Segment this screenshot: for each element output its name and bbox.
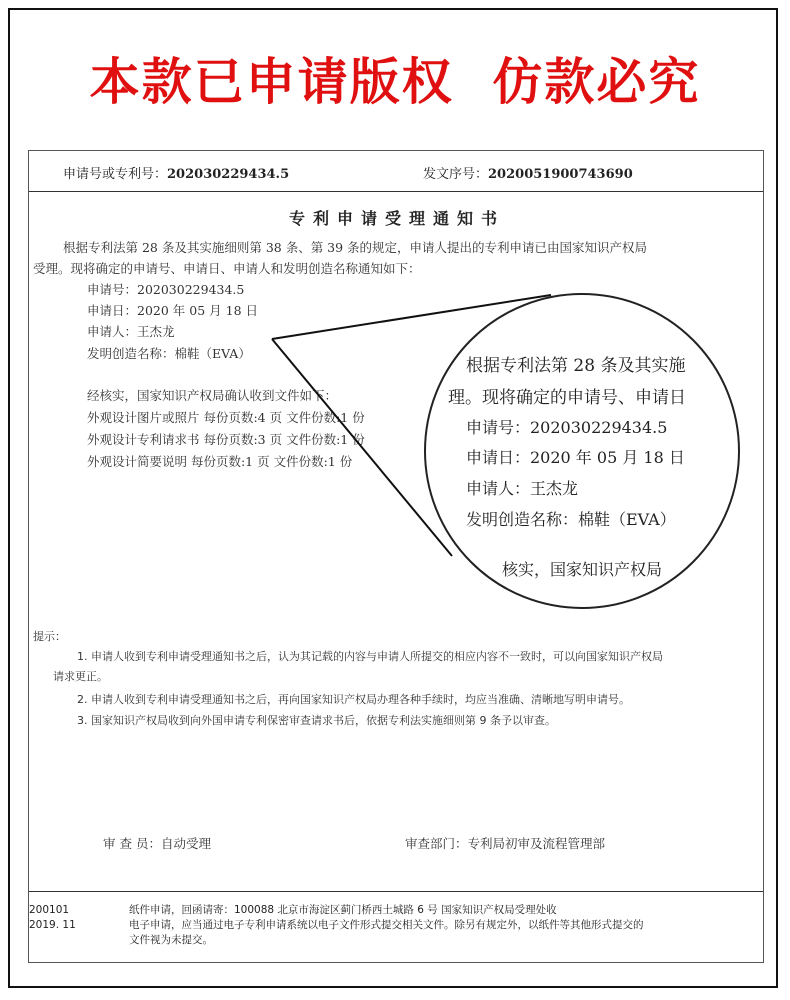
zoomed-line: 理。现将确定的申请号、申请日 bbox=[448, 388, 686, 408]
tip-1-continued: 请求更正。 bbox=[53, 670, 108, 683]
footer-line-3: 文件视为未提交。 bbox=[129, 934, 213, 946]
applicant: 申请人：王杰龙 bbox=[87, 324, 175, 339]
file-item: 外观设计图片或照片 每份页数:4 页 文件份数:1 份 bbox=[87, 410, 365, 425]
zoomed-app-number: 申请号：202030229434.5 bbox=[466, 418, 668, 437]
tip-2: 2. 申请人收到专利申请受理通知书之后，再向国家知识产权局办理各种手续时，均应当准确、清晰地写明申请号。 bbox=[77, 693, 630, 706]
form-code: 200101 bbox=[29, 904, 70, 916]
footer-line-2: 电子申请，应当通过电子专利申请系统以电子文件形式提交相关文件。除另有规定外，以纸件等其他形式提交的 bbox=[129, 919, 644, 931]
document-title: 专利申请受理通知书 bbox=[288, 209, 505, 228]
tip-1: 1. 申请人收到专利申请受理通知书之后，认为其记载的内容与申请人所提交的相应内容不一致时，可以向国家知识产权局 bbox=[77, 650, 663, 663]
zoomed-invention: 发明创造名称：棉鞋（EVA） bbox=[466, 510, 676, 529]
file-item: 外观设计专利请求书 每份页数:3 页 文件份数:1 份 bbox=[87, 432, 365, 447]
intro-line-1: 根据专利法第 28 条及其实施细则第 38 条、第 39 条的规定，申请人提出的专利申请已由国家知识产权局 bbox=[63, 240, 648, 255]
application-date: 申请日：2020 年 05 月 18 日 bbox=[87, 303, 258, 318]
examiner: 审 查 员：自动受理 bbox=[103, 836, 211, 851]
intro-line-2: 受理。现将确定的申请号、申请日、申请人和发明创造名称通知如下： bbox=[33, 261, 421, 276]
footer-line-1: 纸件申请，回函请寄：100088 北京市海淀区蓟门桥西土城路 6 号 国家知识产权局受理处收 bbox=[129, 904, 557, 916]
examination-department: 审查部门：专利局初审及流程管理部 bbox=[405, 836, 606, 851]
file-item: 外观设计简要说明 每份页数:1 页 文件份数:1 份 bbox=[87, 454, 353, 469]
doc-no-value: 2020051900743690 bbox=[488, 167, 633, 182]
zoomed-line: 核实，国家知识产权局 bbox=[502, 560, 663, 579]
zoomed-line: 根据专利法第 28 条及其实施 bbox=[466, 356, 686, 376]
app-no-label: 申请号或专利号： bbox=[63, 167, 168, 182]
invention-title: 发明创造名称：棉鞋（EVA） bbox=[87, 346, 251, 361]
tips-label: 提示： bbox=[33, 630, 66, 643]
doc-no-label: 发文序号： bbox=[423, 167, 489, 182]
copyright-banner: 本款已申请版权 仿款必究 bbox=[89, 53, 701, 111]
verification-line: 经核实，国家知识产权局确认收到文件如下： bbox=[87, 388, 338, 403]
app-no-value: 202030229434.5 bbox=[167, 167, 290, 182]
magnifier-circle bbox=[424, 293, 740, 609]
form-version: 2019. 11 bbox=[29, 919, 76, 931]
application-number: 申请号：202030229434.5 bbox=[87, 282, 245, 297]
tip-3: 3. 国家知识产权局收到向外国申请专利保密审查请求书后，依据专利法实施细则第 9 条予以审查。 bbox=[77, 714, 556, 727]
zoomed-app-date: 申请日：2020 年 05 月 18 日 bbox=[466, 448, 685, 467]
zoomed-applicant: 申请人：王杰龙 bbox=[466, 479, 579, 498]
